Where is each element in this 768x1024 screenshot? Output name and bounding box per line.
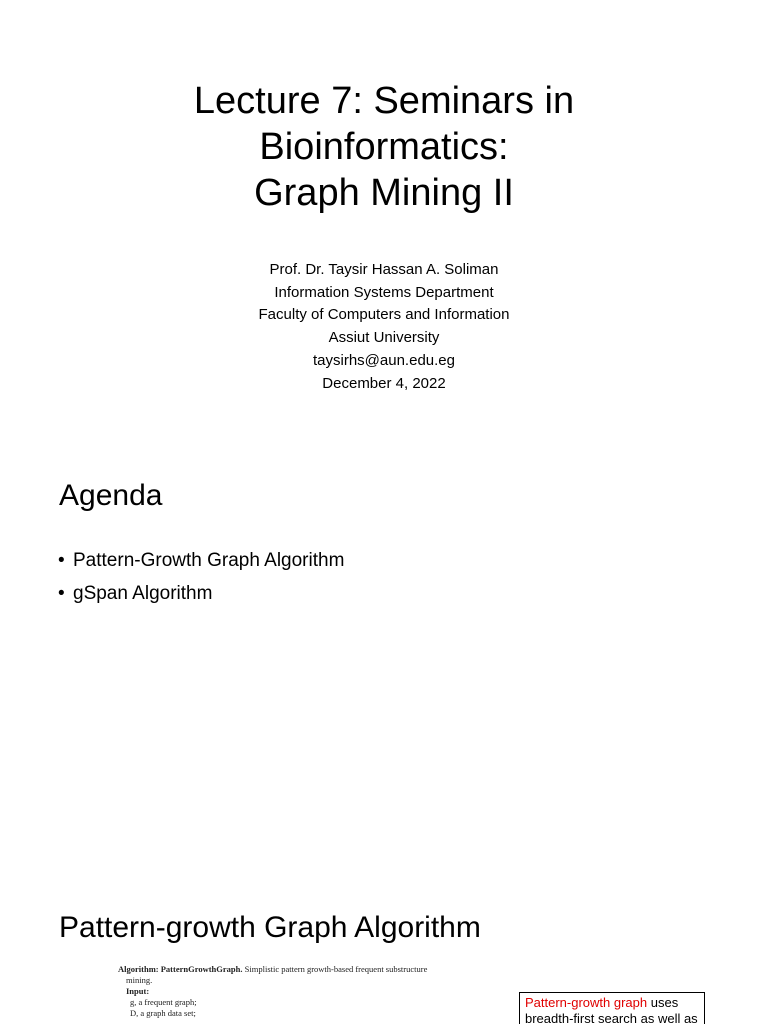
lecture-title-line-2: Bioinformatics:	[259, 126, 509, 168]
algorithm-description: Simplistic pattern growth-based frequent substructure	[244, 964, 428, 974]
algorithm-name: PatternGrowthGraph.	[160, 964, 243, 974]
algorithm-input-label: Input:	[126, 986, 150, 996]
bullet-icon: •	[58, 583, 65, 604]
author-email: taysirhs@aun.edu.eg	[313, 351, 455, 369]
author-department: Information Systems Department	[274, 283, 494, 301]
author-faculty: Faculty of Computers and Information	[258, 306, 510, 324]
pattern-growth-slide	[0, 864, 768, 1024]
algorithm-header	[118, 964, 453, 975]
algorithm-description-cont: mining.	[126, 975, 153, 985]
agenda-list	[58, 547, 344, 613]
callout-highlight: Pattern-growth graph	[525, 995, 648, 1010]
agenda-item	[58, 580, 344, 613]
lecture-title-line-3: Graph Mining II	[254, 172, 514, 214]
title-slide	[0, 0, 768, 432]
callout-box	[519, 992, 705, 1024]
callout-text-line-2: breadth-first search as well as	[525, 1011, 698, 1024]
algorithm-label: Algorithm:	[118, 964, 159, 974]
section-title: Pattern-growth Graph Algorithm	[59, 911, 481, 944]
author-info	[0, 259, 768, 395]
author-university: Assiut University	[328, 329, 440, 347]
agenda-item	[58, 547, 344, 580]
author-name: Prof. Dr. Taysir Hassan A. Soliman	[269, 261, 499, 278]
algorithm-input-item: D, a graph data set;	[130, 1008, 196, 1018]
lecture-title-line-1: Lecture 7: Seminars in	[193, 80, 575, 122]
algorithm-figure	[118, 964, 453, 1019]
agenda-item-label: Pattern-Growth Graph Algorithm	[73, 550, 345, 571]
agenda-item-label: gSpan Algorithm	[73, 583, 213, 604]
algorithm-input-item: g, a frequent graph;	[130, 997, 197, 1007]
callout-text: uses	[650, 995, 679, 1010]
lecture-title	[0, 78, 768, 216]
agenda-slide	[0, 432, 768, 864]
bullet-icon: •	[58, 550, 65, 571]
lecture-date: December 4, 2022	[322, 374, 446, 392]
agenda-title: Agenda	[59, 479, 163, 512]
